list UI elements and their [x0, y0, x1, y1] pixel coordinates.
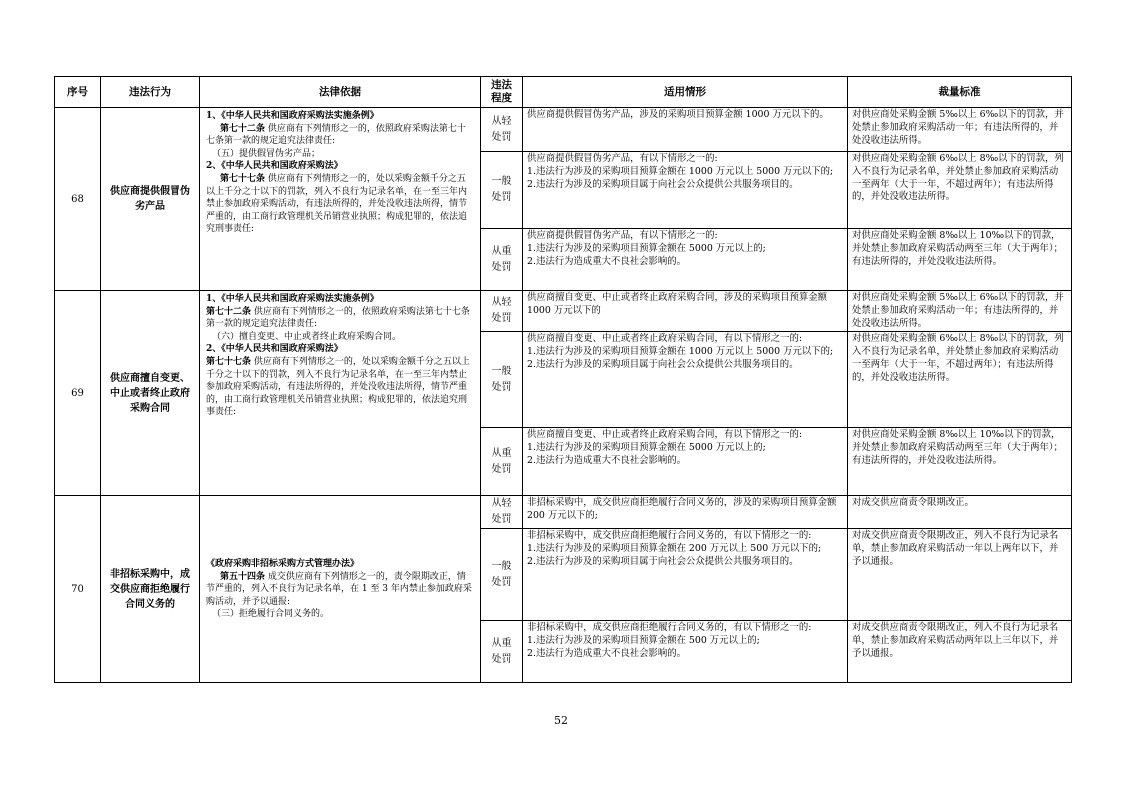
- table-row: [55, 291, 1072, 332]
- situation-cell: 供应商擅自变更、中止或者终止政府采购合同，涉及的采购项目预算金额 1000 万元以下的: [523, 291, 848, 332]
- law-title-1: 1、《中华人民共和国政府采购法实施条例》: [206, 294, 379, 304]
- law-item: （五）提供假冒伪劣产品；: [212, 148, 321, 159]
- law-title-1: 1、《中华人民共和国政府采购法实施条例》: [206, 111, 379, 121]
- legal-basis-cell: [200, 496, 481, 683]
- violation-cell: 非招标采购中，成交供应商拒绝履行合同义务的: [101, 496, 200, 683]
- degree-cell: 从重 处罚: [481, 428, 523, 496]
- standard-cell: 对成交供应商责令限期改正，列入不良行为记录名单，禁止参加政府采购活动一年以上两年以下，并予以通报。: [848, 529, 1072, 621]
- law-article-1-text: 成交供应商有下列情形之一的，责令限期改正，情节严重的，列入不良行为记录名单，在 1 至 3 年内禁止参加政府采购活动，并予以通报:: [206, 571, 472, 607]
- law-article-1-no: 第七十二条: [220, 123, 266, 134]
- law-article-2: [206, 173, 474, 236]
- law-article-1-no: 第七十二条: [206, 306, 252, 317]
- law-article-1: [206, 571, 474, 609]
- standard-cell: 对供应商处采购金额 6‰以上 8‰以下的罚款，列入不良行为记录名单，并处禁止参加政府采购活动一至两年（大于一年，不超过两年）；有违法所得的，并处没收违法所得。: [848, 152, 1072, 229]
- degree-cell: 从重 处罚: [481, 229, 523, 291]
- legal-basis-cell: [200, 108, 481, 291]
- law-title-2: 2、《中华人民共和国政府采购法》: [206, 344, 343, 355]
- law-article-2-no: 第七十七条: [220, 173, 266, 184]
- law-article-1-text: 供应商有下列情形之一的，依照政府采购法第七十七条第一款的规定追究法律责任:: [206, 123, 466, 147]
- standard-cell: 对供应商处采购金额 8‰以上 10‰以下的罚款，并处禁止参加政府采购活动两至三年（大于两年）；有违法所得的，并处没收违法所得。: [848, 229, 1072, 291]
- penalty-standard-table: [54, 76, 1072, 683]
- header-no: 序号: [55, 77, 101, 108]
- legal-basis-cell: [200, 291, 481, 496]
- law-title-1: 《政府采购非招标采购方式管理办法》: [206, 558, 360, 569]
- standard-cell: 对供应商处采购金额 6‰以上 8‰以下的罚款，列入不良行为记录名单，并处禁止参加政府采购活动一至两年（大于一年，不超过两年）；有违法所得的，并处没收违法所得。: [848, 332, 1072, 428]
- law-title-2: 2、《中华人民共和国政府采购法》: [206, 161, 343, 172]
- situation-cell: 供应商擅自变更、中止或者终止政府采购合同，有以下情形之一的: 1.违法行为涉及的采购项目预算金额在 5000 万元以上的; 2.违法行为造成重大不良社会影响的。: [523, 428, 848, 496]
- standard-cell: 对供应商处采购金额 5‰以上 6‰以下的罚款，并处禁止参加政府采购活动一年；有违法所得的，并处没收违法所得。: [848, 108, 1072, 152]
- law-article-2: [206, 356, 474, 419]
- header-violation: 违法行为: [101, 77, 200, 108]
- row-number: 69: [55, 291, 101, 496]
- standard-cell: 对供应商处采购金额 5‰以上 6‰以下的罚款，并处禁止参加政府采购活动一年；有违法所得的，并处没收违法所得。: [848, 291, 1072, 332]
- standard-cell: 对成交供应商责令限期改正，列入不良行为记录名单，禁止参加政府采购活动两年以上三年以下，并予以通报。: [848, 621, 1072, 683]
- law-article-1-no: 第五十四条: [220, 571, 266, 582]
- law-article-2-text: 供应商有下列情形之一的，处以采购金额千分之五以上千分之十以下的罚款，列入不良行为记录名单，在一至三年内禁止参加政府采购活动，有违法所得的，并处没收违法所得，情节严重的，由工商行政管理机关吊销营业执照；构成犯罪的，依法追究刑事责任:: [206, 356, 470, 418]
- row-number: 70: [55, 496, 101, 683]
- law-article-2-text: 供应商有下列情形之一的，处以采购金额千分之五以上千分之十以下的罚款，列入不良行为记录名单，在一至三年内禁止参加政府采购活动，有违法所得的，并处没收违法所得，情节严重的，由工商行政管理机关吊销营业执照；构成犯罪的，依法追究刑事责任:: [206, 173, 468, 235]
- situation-cell: 供应商提供假冒伪劣产品，有以下情形之一的: 1.违法行为涉及的采购项目预算金额在 1000 万元以上 5000 万元以下的; 2.违法行为涉及的采购项目属于向社会公众提供公共服务项目的。: [523, 152, 848, 229]
- standard-cell: 对供应商处采购金额 8‰以上 10‰以下的罚款，并处禁止参加政府采购活动两至三年（大于两年）；有违法所得的，并处没收违法所得。: [848, 428, 1072, 496]
- degree-cell: 一般 处罚: [481, 332, 523, 428]
- law-article-1: [206, 123, 474, 148]
- law-item: （六）擅自变更、中止或者终止政府采购合同。: [212, 331, 402, 342]
- table-header-row: [55, 77, 1072, 108]
- header-legal-basis: 法律依据: [200, 77, 481, 108]
- degree-cell: 从轻 处罚: [481, 108, 523, 152]
- violation-cell: 供应商提供假冒伪劣产品: [101, 108, 200, 291]
- situation-cell: 非招标采购中，成交供应商拒绝履行合同义务的，有以下情形之一的: 1.违法行为涉及的采购项目预算金额在 200 万元以上 500 万元以下的; 2.违法行为涉及的采购项目属于向社会公众提供公共服务项目的。: [523, 529, 848, 621]
- law-article-1: [206, 306, 474, 331]
- situation-cell: 供应商提供假冒伪劣产品，有以下情形之一的: 1.违法行为涉及的采购项目预算金额在 5000 万元以上的; 2.违法行为造成重大不良社会影响的。: [523, 229, 848, 291]
- header-standard: 裁量标准: [848, 77, 1072, 108]
- table-row: [55, 496, 1072, 529]
- header-degree: 违法 程度: [481, 77, 523, 108]
- situation-cell: 非招标采购中，成交供应商拒绝履行合同义务的，有以下情形之一的: 1.违法行为涉及的采购项目预算金额在 500 万元以上的; 2.违法行为造成重大不良社会影响的。: [523, 621, 848, 683]
- degree-cell: 一般 处罚: [481, 152, 523, 229]
- table-row: [55, 108, 1072, 152]
- situation-cell: 供应商提供假冒伪劣产品，涉及的采购项目预算金额 1000 万元以下的。: [523, 108, 848, 152]
- standard-cell: 对成交供应商责令限期改正。: [848, 496, 1072, 529]
- degree-cell: 从轻 处罚: [481, 496, 523, 529]
- situation-cell: 非招标采购中，成交供应商拒绝履行合同义务的，涉及的采购项目预算金额 200 万元以下的;: [523, 496, 848, 529]
- degree-cell: 一般 处罚: [481, 529, 523, 621]
- degree-cell: 从重 处罚: [481, 621, 523, 683]
- page-number: 52: [554, 714, 568, 727]
- row-number: 68: [55, 108, 101, 291]
- law-article-1-text: 供应商有下列情形之一的，依照政府采购法第七十七条第一款的规定追究法律责任:: [206, 306, 470, 330]
- situation-cell: 供应商擅自变更、中止或者终止政府采购合同，有以下情形之一的: 1.违法行为涉及的采购项目预算金额在 1000 万元以上 5000 万元以下的; 2.违法行为涉及的采购项目属于向社会公众提供公共服务项目的。: [523, 332, 848, 428]
- degree-cell: 从轻 处罚: [481, 291, 523, 332]
- law-article-2-no: 第七十七条: [206, 356, 252, 367]
- header-situation: 适用情形: [523, 77, 848, 108]
- law-item: （三）拒绝履行合同义务的。: [212, 609, 330, 620]
- violation-cell: 供应商擅自变更、中止或者终止政府采购合同: [101, 291, 200, 496]
